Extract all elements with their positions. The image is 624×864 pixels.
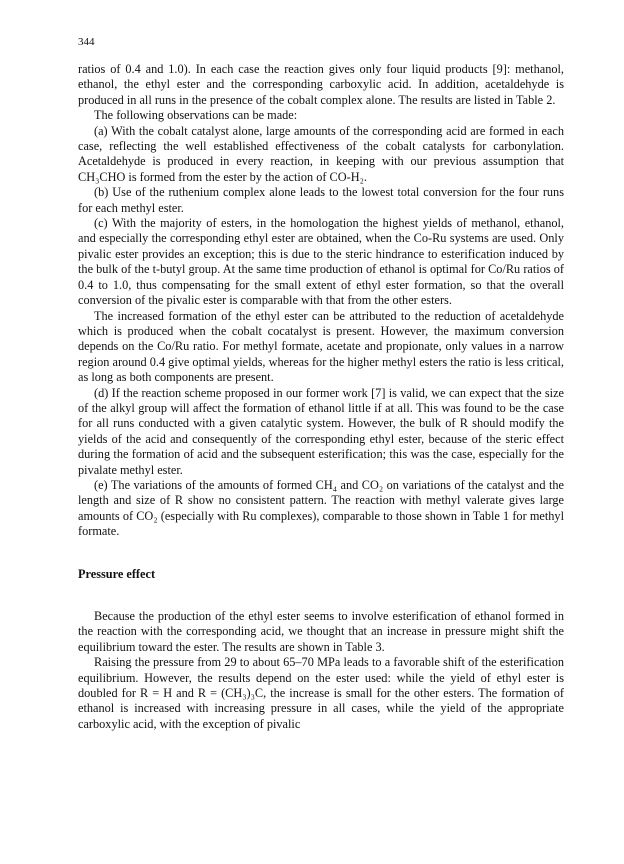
observation-a: (a) With the cobalt catalyst alone, large amounts of the corresponding acid are formed in each case, reflecting the well established effectiveness of the cobalt catalysts for carbonylation. Acetaldehyde is produced in every reaction, in keeping with our previous assumption that CH₃CHO is formed from the ester by the action of CO-H₂. (78, 123, 564, 184)
observation-b: (b) Use of the ruthenium complex alone leads to the lowest total conversion for the four runs for each methyl ester. (78, 185, 564, 215)
paragraph: ratios of 0.4 and 1.0). In each case the reaction gives only four liquid products [9]: methanol, ethanol, the ethyl ester and the corresponding carboxylic acid. In addition, acetaldehyde is produced in all runs in the presence of the cobalt complex alone. The results are listed in Table 2. (78, 62, 564, 107)
paragraph: Raising the pressure from 29 to about 65–70 MPa leads to a favorable shift of the esterification equilibrium. However, the results depend on the ester used: while the yield of ethyl ester is doubled for R = H and R = (CH₃)₃C, the increase is small for the other esters. The formation of ethanol is increased with increasing pressure in all cases, while the yield of the appropriate carboxylic acid, with the exception of pivalic (78, 655, 564, 731)
paragraph: Because the production of the ethyl ester seems to involve esterification of ethanol formed in the reaction with the corresponding acid, we thought that an increase in pressure might shift the equilibrium toward the ester. The results are shown in Table 3. (78, 609, 564, 654)
article-body (78, 62, 564, 732)
page-number: 344 (78, 36, 95, 48)
paragraph: The following observations can be made: (94, 108, 298, 123)
observation-c: (c) With the majority of esters, in the homologation the highest yields of methanol, ethanol, and especially the corresponding ethyl ester are obtained, when the Co-Ru systems are used. Only pivalic ester provides an exception; this is due to the steric hindrance to esterification induced by the bulk of the t-butyl group. At the same time production of ethanol is optimal for Co/Ru ratios of 0.4 to 1.0, thus compensating for the small extent of ethyl ester formation, so that the overall conversion of the pivalic ester is comparable with that from the other esters. (78, 216, 564, 308)
observation-e: (e) The variations of the amounts of formed CH₄ and CO₂ on variations of the catalyst and the length and size of R show no consistent pattern. The reaction with methyl valerate gives large amounts of CO₂ (especially with Ru complexes), comparable to those shown in Table 1 for methyl formate. (78, 477, 564, 539)
paragraph: The increased formation of the ethyl ester can be attributed to the reduction of acetaldehyde which is produced when the cobalt cocatalyst is present. However, the maximum conversion depends on the Co/Ru ratio. For methyl formate, acetate and propionate, only values in a narrow region around 0.4 give optimal yields, whereas for the higher methyl esters the ratio is less critical, as long as both components are present. (78, 308, 564, 385)
section-heading-pressure-effect: Pressure effect (78, 566, 156, 581)
observation-d: (d) If the reaction scheme proposed in our former work [7] is valid, we can expect that the size of the alkyl group will affect the formation of ethanol little if at all. This was found to be the case for all runs conducted with a given catalytic system. However, the bulk of R should modify the yields of the acid and consequently of the corresponding ethyl ester, because of the steric effect during the formation of acid and the subsequent esterification; this was the case, especially for the pivalate methyl ester. (78, 385, 564, 477)
